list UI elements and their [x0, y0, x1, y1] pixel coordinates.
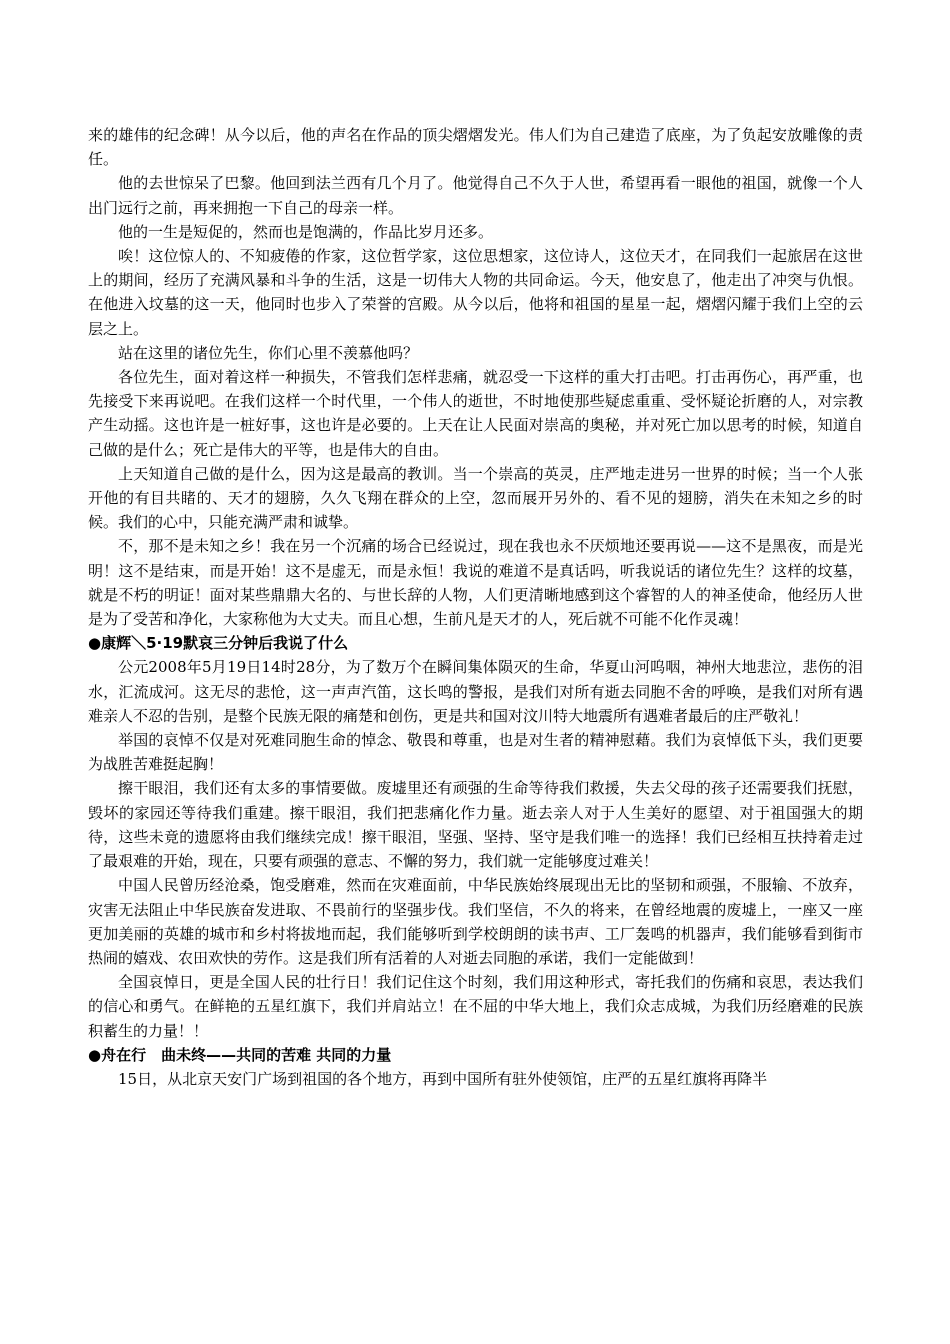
paragraph: 中国人民曾历经沧桑，饱受磨难，然而在灾难面前，中华民族始终展现出无比的坚韧和顽强，不服输、不放弃，灾害无法阻止中华民族奋发进取、不畏前行的坚强步伐。我们坚信，不久的将来，在曾经地震的废墟上，一座又一座更加美丽的英雄的城市和乡村将拔地而起，我们能够听到学校朗朗的读书声、工厂轰鸣的机器声，我们能够看到街市热闹的嬉戏、农田欢快的劳作。这是我们所有活着的人对逝去同胞的承诺，我们一定能做到！	[88, 876, 863, 967]
paragraph: 各位先生，面对着这样一种损失，不管我们怎样悲痛，就忍受一下这样的重大打击吧。打击再伤心，再严重，也先接受下来再说吧。在我们这样一个时代里，一个伟人的逝世，不时地使那些疑虑重重、受怀疑论折磨的人，对宗教产生动摇。这也许是一桩好事，这也许是必要的。上天在让人民面对崇高的奥秘，并对死亡加以思考的时候，知道自己做的是什么；死亡是伟大的平等，也是伟大的自由。	[88, 368, 863, 459]
paragraph: 上天知道自己做的是什么，因为这是最高的教训。当一个崇高的英灵，庄严地走进另一世界的时候；当一个人张开他的有目共睹的、天才的翅膀，久久飞翔在群众的上空，忽而展开另外的、看不见的翅膀，消失在未知之乡的时候。我们的心中，只能充满严肃和诚挚。	[88, 464, 863, 532]
paragraph: 公元2008年5月19日14时28分，为了数万个在瞬间集体陨灭的生命，华夏山河呜咽，神州大地悲泣，悲伤的泪水，汇流成河。这无尽的悲怆，这一声声汽笛，这长鸣的警报，是我们对所有逝去同胞不舍的呼唤，是我们对所有遇难亲人不忍的告别，是整个民族无限的痛楚和创伤，更是共和国对汶川特大地震所有遇难者最后的庄严敬礼！	[88, 658, 863, 725]
paragraph: 举国的哀悼不仅是对死难同胞生命的悼念、敬畏和尊重，也是对生者的精神慰藉。我们为哀悼低下头，我们更要为战胜苦难挺起胸！	[88, 731, 863, 774]
paragraph: 他的去世惊呆了巴黎。他回到法兰西有几个月了。他觉得自己不久于人世，希望再看一眼他的祖国，就像一个人出门远行之前，再来拥抱一下自己的母亲一样。	[88, 174, 863, 217]
paragraph: 不，那不是未知之乡！我在另一个沉痛的场合已经说过，现在我也永不厌烦地还要再说——这不是黑夜，而是光明！这不是结束，而是开始！这不是虚无，而是永恒！我说的难道不是真话吗，听我说话的诸位先生？这样的坟墓，就是不朽的明证！面对某些鼎鼎大名的、与世长辞的人物，人们更清晰地感到这个睿智的人的神圣使命，他经历人世是为了受苦和净化，大家称他为大丈夫。而且心想，生前凡是天才的人，死后就不可能不化作灵魂！	[88, 537, 863, 629]
document-page	[88, 123, 863, 1091]
paragraph: 全国哀悼日，更是全国人民的壮行日！我们记住这个时刻，我们用这种形式，寄托我们的伤痛和哀思，表达我们的信心和勇气。在鲜艳的五星红旗下，我们并肩站立！在不屈的中华大地上，我们众志成城，为我们历经磨难的民族积蓄生的力量！！	[88, 973, 863, 1040]
paragraph: 擦干眼泪，我们还有太多的事情要做。废墟里还有顽强的生命等待我们救援，失去父母的孩子还需要我们抚慰，毁坏的家园还等待我们重建。擦干眼泪，我们把悲痛化作力量。逝去亲人对于人生美好的愿望、对于祖国强大的期待，这些未竟的遗愿将由我们继续完成！擦干眼泪，坚强、坚持、坚守是我们唯一的选择！我们已经相互扶持着走过了最艰难的开始，现在，只要有顽强的意志、不懈的努力，我们就一定能够度过难关！	[88, 779, 863, 871]
section-heading-kanghui: ●康辉＼5·19默哀三分钟后我说了什么	[88, 634, 349, 653]
paragraph: 唉！这位惊人的、不知疲倦的作家，这位哲学家，这位思想家，这位诗人，这位天才，在同我们一起旅居在这世上的期间，经历了充满风暴和斗争的生活，这是一切伟大人物的共同命运。今天，他安息了，他走出了冲突与仇恨。在他进入坟墓的这一天，他同时也步入了荣誉的宫殿。从今以后，他将和祖国的星星一起，熠熠闪耀于我们上空的云层之上。	[88, 247, 863, 338]
paragraph: 15日，从北京天安门广场到祖国的各个地方，再到中国所有驻外使领馆，庄严的五星红旗将再降半	[118, 1069, 768, 1088]
paragraph: 来的雄伟的纪念碑！从今以后，他的声名在作品的顶尖熠熠发光。伟人们为自己建造了底座，为了负起安放雕像的责任。	[88, 126, 863, 169]
paragraph: 他的一生是短促的，然而也是饱满的，作品比岁月还多。	[118, 222, 494, 241]
section-heading-zhouzaixing: ●舟在行 曲未终——共同的苦难 共同的力量	[88, 1045, 392, 1064]
paragraph: 站在这里的诸位先生，你们心里不羡慕他吗？	[118, 343, 419, 362]
